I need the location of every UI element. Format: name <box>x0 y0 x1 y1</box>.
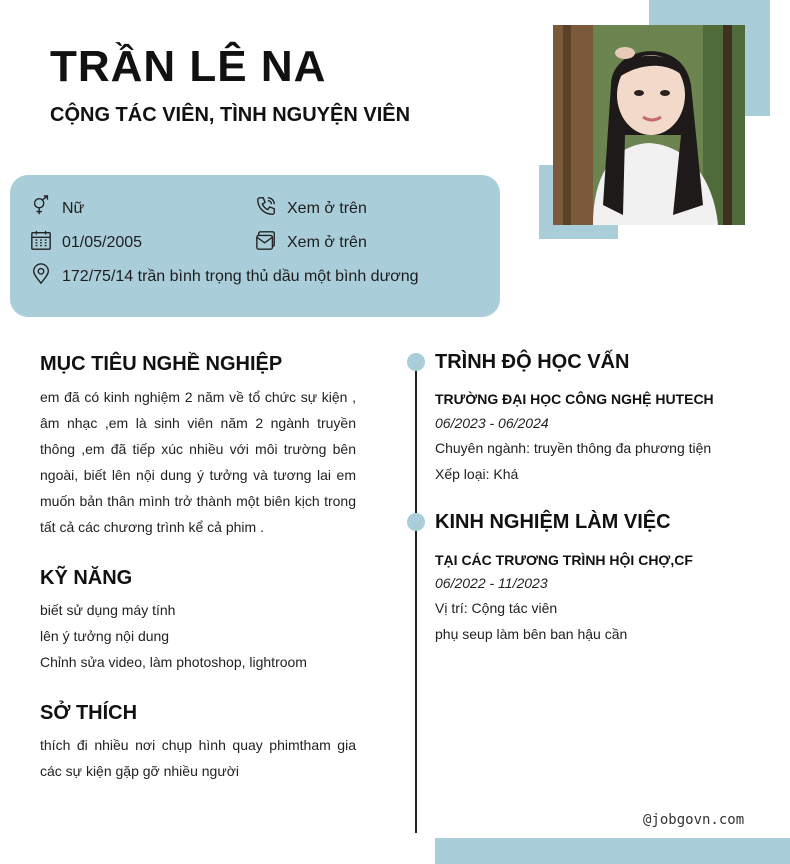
education-major: Chuyên ngành: truyền thông đa phương tiện <box>435 440 712 456</box>
experience-period: 06/2022 - 11/2023 <box>435 575 548 591</box>
phone-value: Xem ở trên <box>287 199 367 217</box>
hobbies-heading: SỞ THÍCH <box>40 702 138 724</box>
objective-heading: MỤC TIÊU NGHỀ NGHIỆP <box>40 353 283 375</box>
location-icon <box>30 263 52 290</box>
candidate-title: CỘNG TÁC VIÊN, TÌNH NGUYỆN VIÊN <box>50 104 411 126</box>
experience-company: TẠI CÁC TRƯƠNG TRÌNH HỘI CHỢ,CF <box>435 552 693 568</box>
skills-list <box>40 597 307 675</box>
birthday-value: 01/05/2005 <box>62 233 143 251</box>
education-heading: TRÌNH ĐỘ HỌC VẤN <box>435 351 630 373</box>
contact-address <box>30 263 419 290</box>
timeline-dot-experience <box>407 513 425 531</box>
email-icon <box>255 229 277 256</box>
hobbies-text: thích đi nhiều nơi chụp hình quay phimtham gia các sự kiện gặp gỡ nhiều người <box>40 737 356 779</box>
phone-icon <box>255 195 277 222</box>
profile-photo <box>553 25 745 225</box>
timeline-dot-education <box>407 353 425 371</box>
contact-birthday <box>30 229 142 256</box>
skill-item: Chỉnh sửa video, làm photoshop, lightroom <box>40 654 307 670</box>
education-period: 06/2023 - 06/2024 <box>435 415 549 431</box>
gender-icon <box>30 195 52 222</box>
decor-block-bottom <box>435 838 790 864</box>
contact-email <box>255 229 367 256</box>
skills-heading: KỸ NĂNG <box>40 567 133 589</box>
experience-position: Vị trí: Cộng tác viên <box>435 600 558 616</box>
skill-item: lên ý tưởng nội dung <box>40 628 170 644</box>
calendar-icon <box>30 229 52 256</box>
watermark: @jobgovn.com <box>643 812 745 828</box>
experience-heading: KINH NGHIỆM LÀM VIỆC <box>435 511 671 533</box>
education-grade: Xếp loại: Khá <box>435 466 519 482</box>
email-value: Xem ở trên <box>287 233 367 251</box>
contact-phone <box>255 195 367 222</box>
education-school: TRƯỜNG ĐẠI HỌC CÔNG NGHỆ HUTECH <box>435 391 714 407</box>
contact-panel <box>10 175 500 317</box>
candidate-name: TRẦN LÊ NA <box>50 42 327 91</box>
objective-text: em đã có kinh nghiệm 2 năm về tổ chức sự kiện , âm nhạc ,em là sinh viên năm 2 ngành truyền thông ,em đã tiếp xúc nhiều với môi trường bên ngoài, biết lên nội dung ý tưởng và tương lai em muốn bản thân mình trở thành một biên kịch trong tất cả các chương trình kể cả phim . <box>40 389 356 535</box>
skill-item: biết sử dụng máy tính <box>40 602 176 618</box>
gender-value: Nữ <box>62 199 85 217</box>
experience-description: phụ seup làm bên ban hậu cần <box>435 626 628 642</box>
timeline-line <box>415 362 417 833</box>
address-value: 172/75/14 trần bình trọng thủ dầu một bình dương <box>62 267 419 285</box>
contact-gender <box>30 195 84 222</box>
